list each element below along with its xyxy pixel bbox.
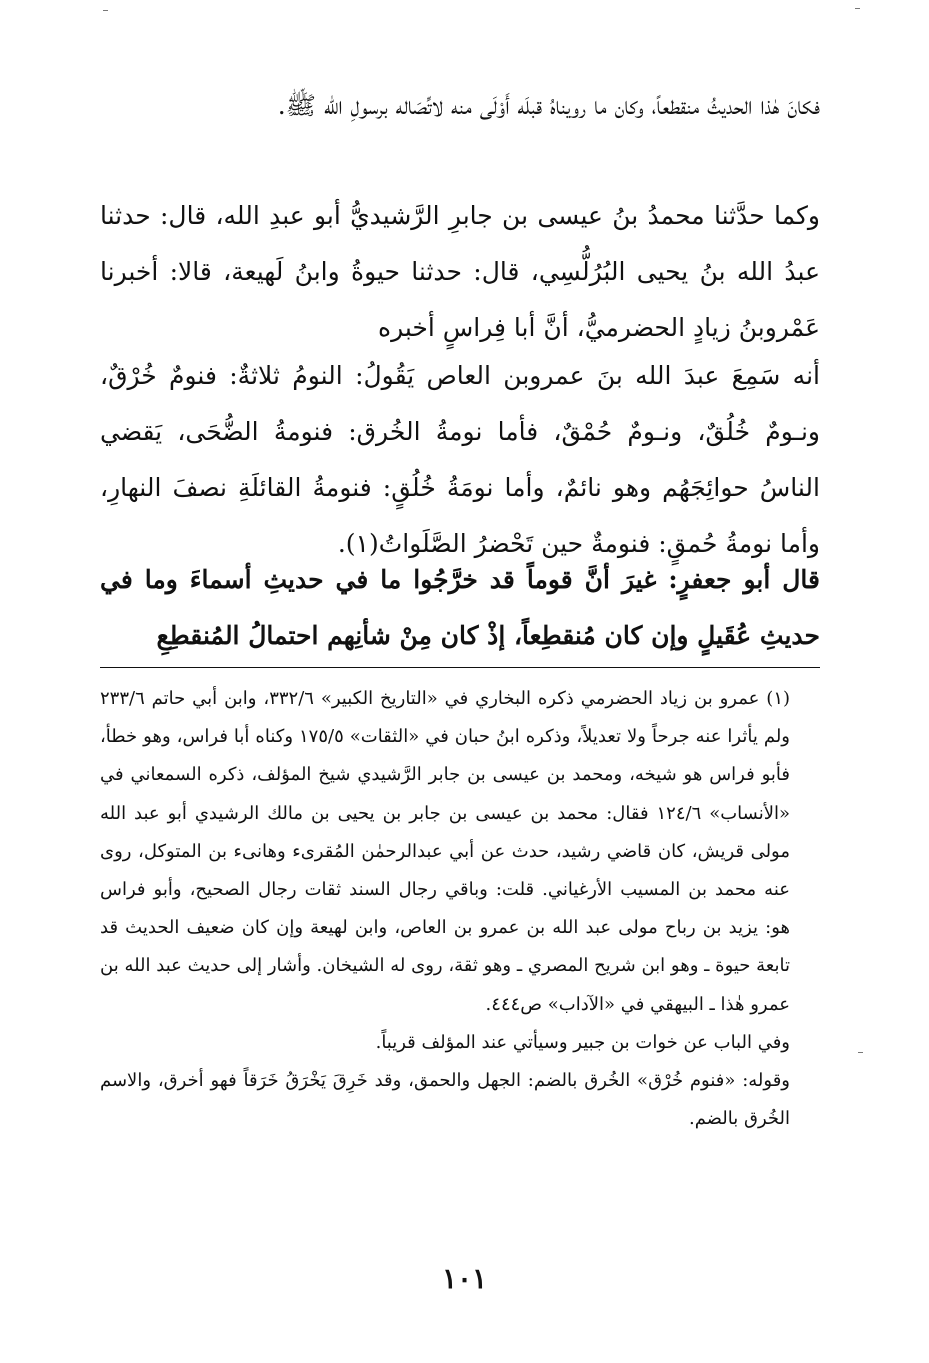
footnote-note-3: وقوله: «فنوم خُرْق» الخُرق بالضم: الجهل والحمق، وقد خَرِقَ يَخْرَقُ خَرَقاً فهو أخرق، والاسم الخُرق بالضم. [100, 1070, 790, 1130]
footnote-1: (١) عمرو بن زياد الحضرمي ذكره البخاري في «التاريخ الكبير» ٣٣٢/٦، وابن أبي حاتم ٢٣٣/٦ ولم يأثرا عنه جرحاً ولا تعديلاً، وذكره ابنُ حبان في «الثقات» ١٧٥/٥ وكناه أبا فراس، وهو خطأ، فأبو فراس هو شيخه، ومحمد بن عيسى بن جابر الرَّشيدي شيخ المؤلف، ذكره السمعاني في «الأنساب» ١٢٤/٦ فقال: محمد بن عيسى بن جابر بن يحيى بن مالك الرشيدي أبو عبد الله مولى قريش، كان قاضي رشيد، حدث عن أبي عبدالرحمٰن المُقرىء وهانىء بن المتوكل، روى عنه محمد بن المسيب الأرغياني. قلت: وباقي رجال السند ثقات رجال الصحيح، وأبو فراس هو: يزيد بن رباح مولى عبد الله بن عمرو بن العاص، وابن لهيعة وإن كان ضعيف الحديث قد تابعة حيوة ـ وهو ابن شريح المصري ـ وهو ثقة، روى له الشيخان. وأشار إلى حديث عبد الله بن عمرو هٰذا ـ البيهقي في «الآداب» ص٤٤٤. [100, 688, 791, 1015]
scan-mark [858, 1052, 863, 1053]
main-text-block [100, 188, 820, 356]
page-number: ١٠١ [441, 1262, 488, 1295]
main-text-block [100, 552, 820, 664]
main-text-block [100, 78, 820, 134]
scan-mark [855, 8, 860, 9]
body-paragraph-4: قال أبو جعفرٍ: غيرَ أنَّ قوماً قد خرَّجُوا ما في حديثِ أسماءَ وما في حديثِ عُقَيلٍ وإن كان مُنقطِعاً، إذْ كان مِنْ شأنِهم احتمالُ المُنقطِعِ [100, 565, 820, 650]
body-paragraph-1: فكانَ هٰذا الحديثُ منقطعاً، وكان ما رويناهُ قبلَه أَوْلَى منه لاتِّصَاله برسولِ الله ﷺ. [277, 91, 820, 120]
footnote-note-2: وفي الباب عن خوات بن جبير وسيأتي عند المؤلف قريباً. [375, 1031, 790, 1053]
footnote-divider [100, 667, 820, 668]
body-paragraph-3: أنه سَمِعَ عبدَ الله بنَ عمروبن العاص يَقُولُ: النومُ ثلاثةٌ: فنومٌ خُرْقٌ، ونـومٌ خُلُقٌ، ونـومٌ حُمْقٌ، فأما نومةُ الخُرق: فنومةُ الضُّحَى، يَقضي الناسُ حوائِجَهُم وهو نائمٌ، وأما نومَةُ خُلُقٍ: فنومةُ القائلَةِ نصفَ النهارِ، وأما نومةُ حُمقٍ: فنومةٌ حين تَحْضرُ الصَّلَواتُ(١). [100, 361, 820, 558]
scan-mark [103, 10, 108, 11]
footnotes-section [100, 680, 820, 1138]
body-paragraph-2: وكما حدَّثنا محمدُ بنُ عيسى بن جابرِ الرَّشيديُّ أبو عبدِ الله، قال: حدثنا عبدُ الله بنُ يحيى البُرُلُّسِي، قال: حدثنا حيوةُ وابنُ لَهيعة، قالا: أخبرنا عَمْروبنُ زيادٍ الحضرميُّ، أنَّ أبا فِراسٍ أخبره [100, 201, 820, 342]
main-text-block [100, 348, 820, 572]
